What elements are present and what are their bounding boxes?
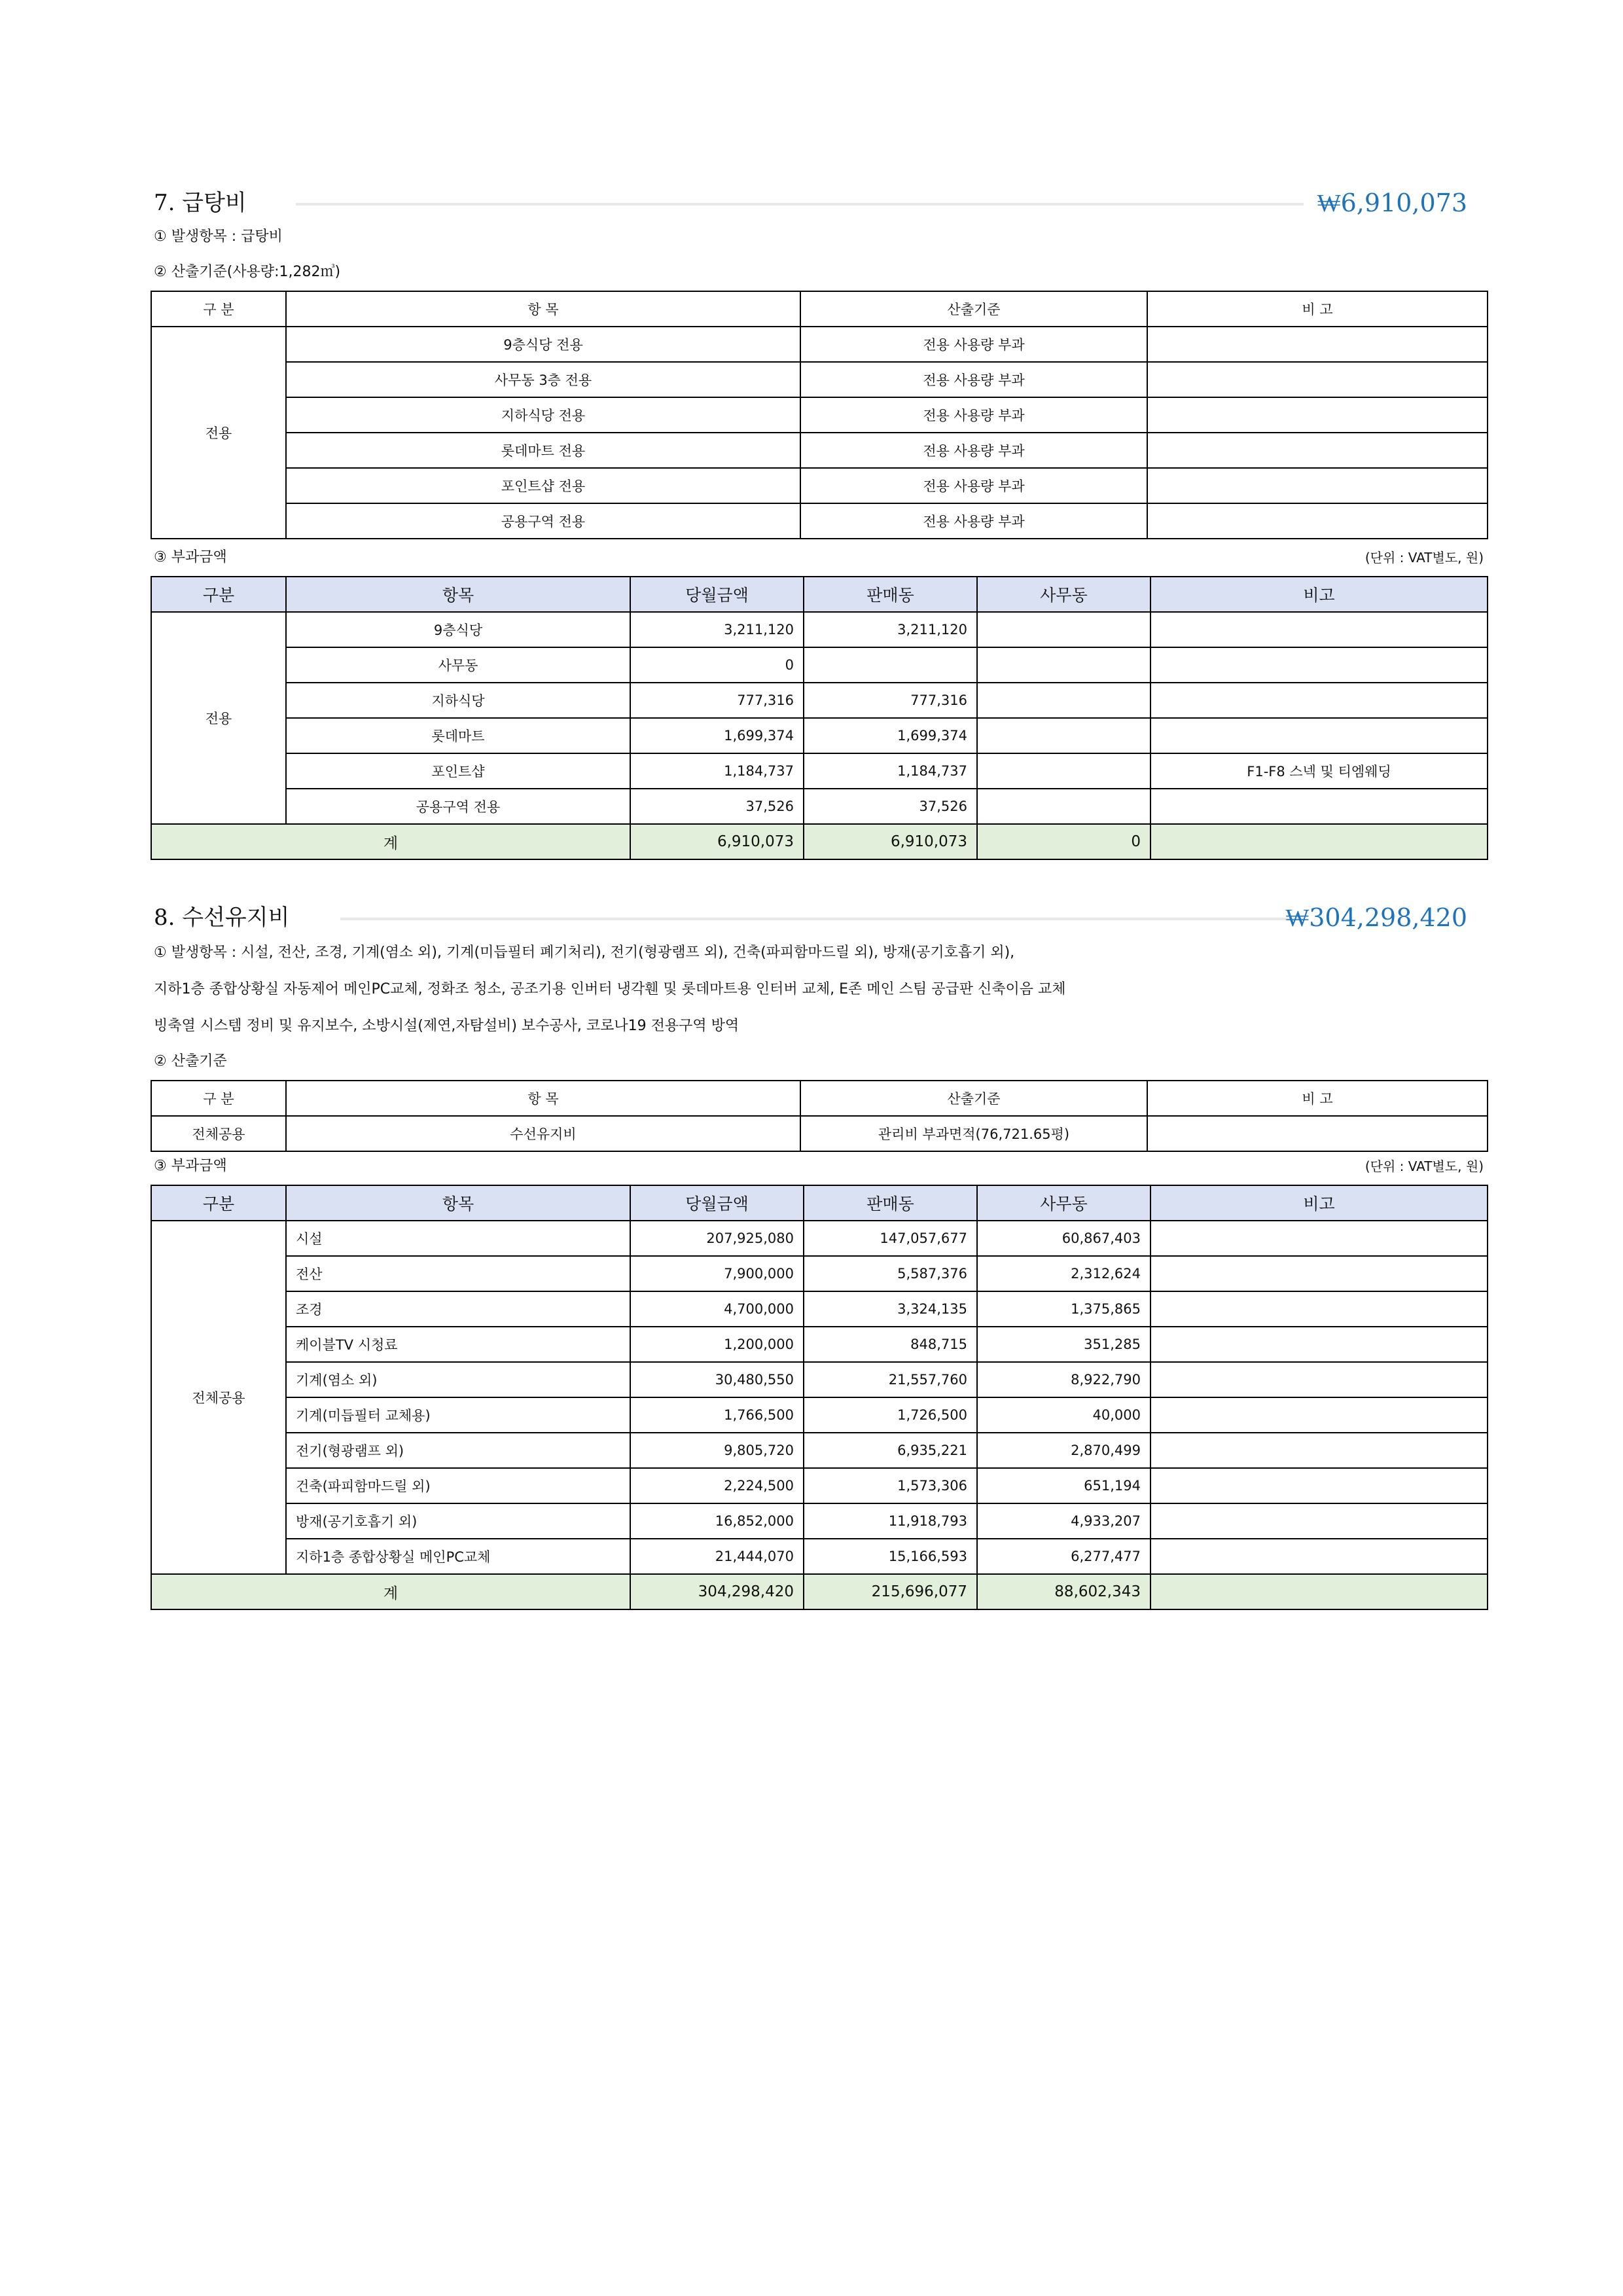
s7-charge-line: ③ 부과금액	[154, 549, 227, 565]
charge-sales: 6,935,221	[804, 1433, 977, 1468]
basis-note	[1147, 327, 1488, 362]
charge-note	[1150, 683, 1488, 718]
charge-office	[977, 683, 1150, 718]
basis-note	[1147, 468, 1488, 503]
charge-header-sales: 판매동	[804, 1185, 977, 1221]
table-row	[151, 468, 1488, 503]
charge-header-group: 구분	[151, 577, 286, 612]
table-row	[151, 753, 1488, 789]
charge-amount: 3,211,120	[630, 612, 804, 647]
table-row	[151, 1539, 1488, 1574]
basis-value: 전용 사용량 부과	[800, 433, 1147, 468]
s7-item-line: ① 발생항목 : 급탕비	[154, 228, 283, 245]
basis-header-basis: 산출기준	[800, 1081, 1147, 1116]
charge-sales: 1,184,737	[804, 753, 977, 789]
basis-note	[1147, 433, 1488, 468]
charge-item: 지하식당	[286, 683, 630, 718]
basis-item: 공용구역 전용	[286, 503, 800, 539]
charge-amount: 4,700,000	[630, 1291, 804, 1327]
charge-note	[1150, 1397, 1488, 1433]
charge-item: 건축(파피함마드릴 외)	[286, 1468, 630, 1503]
total-note	[1150, 1574, 1488, 1609]
charge-header-item: 항목	[286, 1185, 630, 1221]
basis-value: 전용 사용량 부과	[800, 362, 1147, 397]
table-row	[151, 718, 1488, 753]
section-7-amount: ₩6,910,073	[1317, 188, 1467, 217]
basis-item: 9층식당 전용	[286, 327, 800, 362]
basis-item: 지하식당 전용	[286, 397, 800, 433]
basis-header-note: 비 고	[1147, 1081, 1488, 1116]
charge-item: 방재(공기호흡기 외)	[286, 1503, 630, 1539]
charge-header-office: 사무동	[977, 1185, 1150, 1221]
charge-sales: 777,316	[804, 683, 977, 718]
charge-note: F1-F8 스넥 및 티엠웨딩	[1150, 753, 1488, 789]
table-row	[151, 362, 1488, 397]
s8-basis-table	[151, 1080, 1488, 1152]
charge-amount: 7,900,000	[630, 1256, 804, 1291]
charge-office	[977, 647, 1150, 683]
charge-item: 공용구역 전용	[286, 789, 630, 824]
charge-sales: 21,557,760	[804, 1362, 977, 1397]
charge-header-office: 사무동	[977, 577, 1150, 612]
charge-item: 9층식당	[286, 612, 630, 647]
charge-office: 651,194	[977, 1468, 1150, 1503]
basis-header-group: 구 분	[151, 291, 286, 327]
charge-sales: 3,211,120	[804, 612, 977, 647]
table-row	[151, 1397, 1488, 1433]
charge-sales: 37,526	[804, 789, 977, 824]
charge-sales: 848,715	[804, 1327, 977, 1362]
charge-office: 351,285	[977, 1327, 1150, 1362]
total-amount: 6,910,073	[630, 824, 804, 859]
charge-office: 2,312,624	[977, 1256, 1150, 1291]
charge-note	[1150, 1291, 1488, 1327]
s8-item-line-3: 빙축열 시스템 정비 및 유지보수, 소방시설(제연,자탐설비) 보수공사, 코로나19 전용구역 방역	[154, 1018, 740, 1034]
charge-amount: 16,852,000	[630, 1503, 804, 1539]
charge-office: 6,277,477	[977, 1539, 1150, 1574]
s8-basis-line: ② 산출기준	[154, 1053, 227, 1069]
basis-header-item: 항 목	[286, 291, 800, 327]
charge-office: 60,867,403	[977, 1221, 1150, 1256]
table-row	[151, 1503, 1488, 1539]
charge-header-amount: 당월금액	[630, 577, 804, 612]
basis-header-basis: 산출기준	[800, 291, 1147, 327]
section-7-title: 7. 급탕비	[154, 190, 247, 216]
charge-item: 시설	[286, 1221, 630, 1256]
charge-item: 기계(염소 외)	[286, 1362, 630, 1397]
table-row	[151, 1433, 1488, 1468]
charge-note	[1150, 1256, 1488, 1291]
charge-note	[1150, 1362, 1488, 1397]
total-note	[1150, 824, 1488, 859]
charge-amount: 2,224,500	[630, 1468, 804, 1503]
s8-item-line-2: 지하1층 종합상황실 자동제어 메인PC교체, 정화조 청소, 공조기용 인버터 냉각휀 및 롯데마트용 인터버 교체, E존 메인 스팀 공급판 신축이음 교체	[154, 981, 1066, 997]
basis-group-cell: 전체공용	[151, 1116, 286, 1151]
charge-item: 전산	[286, 1256, 630, 1291]
table-row	[151, 1468, 1488, 1503]
s7-charge-table	[151, 576, 1488, 860]
basis-note	[1147, 503, 1488, 539]
section-divider	[340, 918, 1304, 920]
charge-amount: 1,699,374	[630, 718, 804, 753]
basis-header-group: 구 분	[151, 1081, 286, 1116]
charge-sales: 3,324,135	[804, 1291, 977, 1327]
basis-value: 전용 사용량 부과	[800, 397, 1147, 433]
s7-unit-note: (단위 : VAT별도, 원)	[1364, 550, 1484, 565]
basis-value: 관리비 부과면적(76,721.65평)	[800, 1116, 1147, 1151]
total-row	[151, 824, 1488, 859]
charge-group-cell: 전체공용	[151, 1221, 286, 1574]
basis-note	[1147, 1116, 1488, 1151]
s8-unit-note: (단위 : VAT별도, 원)	[1364, 1158, 1484, 1174]
table-row	[151, 1221, 1488, 1256]
total-sales: 6,910,073	[804, 824, 977, 859]
table-row	[151, 327, 1488, 362]
total-label: 계	[151, 824, 630, 859]
charge-item: 기계(미듭필터 교체용)	[286, 1397, 630, 1433]
total-label: 계	[151, 1574, 630, 1609]
charge-item: 케이블TV 시청료	[286, 1327, 630, 1362]
charge-note	[1150, 1327, 1488, 1362]
charge-header-item: 항목	[286, 577, 630, 612]
basis-value: 전용 사용량 부과	[800, 468, 1147, 503]
charge-sales	[804, 647, 977, 683]
total-row	[151, 1574, 1488, 1609]
table-row	[151, 1116, 1488, 1151]
basis-header-item: 항 목	[286, 1081, 800, 1116]
charge-office	[977, 753, 1150, 789]
charge-amount: 207,925,080	[630, 1221, 804, 1256]
table-row	[151, 612, 1488, 647]
table-row	[151, 433, 1488, 468]
charge-note	[1150, 789, 1488, 824]
total-office: 88,602,343	[977, 1574, 1150, 1609]
charge-group-cell: 전용	[151, 612, 286, 824]
charge-sales: 1,726,500	[804, 1397, 977, 1433]
charge-item: 사무동	[286, 647, 630, 683]
charge-header-note: 비고	[1150, 1185, 1488, 1221]
table-row	[151, 397, 1488, 433]
charge-sales: 1,573,306	[804, 1468, 977, 1503]
charge-amount: 9,805,720	[630, 1433, 804, 1468]
basis-group-cell: 전용	[151, 327, 286, 539]
charge-note	[1150, 1539, 1488, 1574]
basis-value: 전용 사용량 부과	[800, 503, 1147, 539]
section-8-header	[151, 898, 1487, 944]
total-office: 0	[977, 824, 1150, 859]
charge-item: 조경	[286, 1291, 630, 1327]
table-row	[151, 1327, 1488, 1362]
charge-item: 지하1층 종합상황실 메인PC교체	[286, 1539, 630, 1574]
charge-header-note: 비고	[1150, 577, 1488, 612]
table-row	[151, 1256, 1488, 1291]
charge-amount: 37,526	[630, 789, 804, 824]
charge-office: 4,933,207	[977, 1503, 1150, 1539]
charge-office: 40,000	[977, 1397, 1150, 1433]
charge-sales: 11,918,793	[804, 1503, 977, 1539]
charge-office: 8,922,790	[977, 1362, 1150, 1397]
section-8-amount: ₩304,298,420	[1285, 903, 1467, 932]
charge-header-group: 구분	[151, 1185, 286, 1221]
charge-office	[977, 612, 1150, 647]
table-row	[151, 1362, 1488, 1397]
charge-sales: 15,166,593	[804, 1539, 977, 1574]
s8-charge-line: ③ 부과금액	[154, 1158, 227, 1174]
s7-basis-table	[151, 291, 1488, 539]
charge-office: 1,375,865	[977, 1291, 1150, 1327]
charge-note	[1150, 1468, 1488, 1503]
table-row	[151, 503, 1488, 539]
s7-basis-line: ② 산출기준(사용량:1,282㎥)	[154, 264, 341, 280]
charge-item: 전기(형광램프 외)	[286, 1433, 630, 1468]
basis-item: 수선유지비	[286, 1116, 800, 1151]
basis-item: 사무동 3층 전용	[286, 362, 800, 397]
charge-note	[1150, 647, 1488, 683]
section-8-title: 8. 수선유지비	[154, 905, 290, 931]
charge-header-sales: 판매동	[804, 577, 977, 612]
charge-note	[1150, 718, 1488, 753]
basis-item: 포인트샵 전용	[286, 468, 800, 503]
charge-amount: 777,316	[630, 683, 804, 718]
charge-note	[1150, 1221, 1488, 1256]
basis-value: 전용 사용량 부과	[800, 327, 1147, 362]
basis-item: 롯데마트 전용	[286, 433, 800, 468]
charge-amount: 0	[630, 647, 804, 683]
table-row	[151, 683, 1488, 718]
table-row	[151, 1291, 1488, 1327]
charge-note	[1150, 1503, 1488, 1539]
charge-office	[977, 789, 1150, 824]
s8-item-line-1: ① 발생항목 : 시설, 전산, 조경, 기계(염소 외), 기계(미듭필터 폐기처리), 전기(형광램프 외), 건축(파피함마드릴 외), 방재(공기호흡기 외),	[154, 944, 1015, 961]
charge-item: 포인트샵	[286, 753, 630, 789]
table-row	[151, 789, 1488, 824]
charge-note	[1150, 612, 1488, 647]
charge-office: 2,870,499	[977, 1433, 1150, 1468]
charge-sales: 1,699,374	[804, 718, 977, 753]
section-divider	[296, 203, 1304, 206]
charge-amount: 30,480,550	[630, 1362, 804, 1397]
charge-amount: 21,444,070	[630, 1539, 804, 1574]
charge-amount: 1,184,737	[630, 753, 804, 789]
charge-sales: 147,057,677	[804, 1221, 977, 1256]
charge-header-amount: 당월금액	[630, 1185, 804, 1221]
charge-item: 롯데마트	[286, 718, 630, 753]
charge-amount: 1,766,500	[630, 1397, 804, 1433]
charge-amount: 1,200,000	[630, 1327, 804, 1362]
s8-charge-table	[151, 1185, 1488, 1610]
table-row	[151, 647, 1488, 683]
charge-note	[1150, 1433, 1488, 1468]
section-7-header	[151, 183, 1487, 229]
basis-note	[1147, 362, 1488, 397]
total-amount: 304,298,420	[630, 1574, 804, 1609]
charge-office	[977, 718, 1150, 753]
basis-header-note: 비 고	[1147, 291, 1488, 327]
total-sales: 215,696,077	[804, 1574, 977, 1609]
basis-note	[1147, 397, 1488, 433]
charge-sales: 5,587,376	[804, 1256, 977, 1291]
